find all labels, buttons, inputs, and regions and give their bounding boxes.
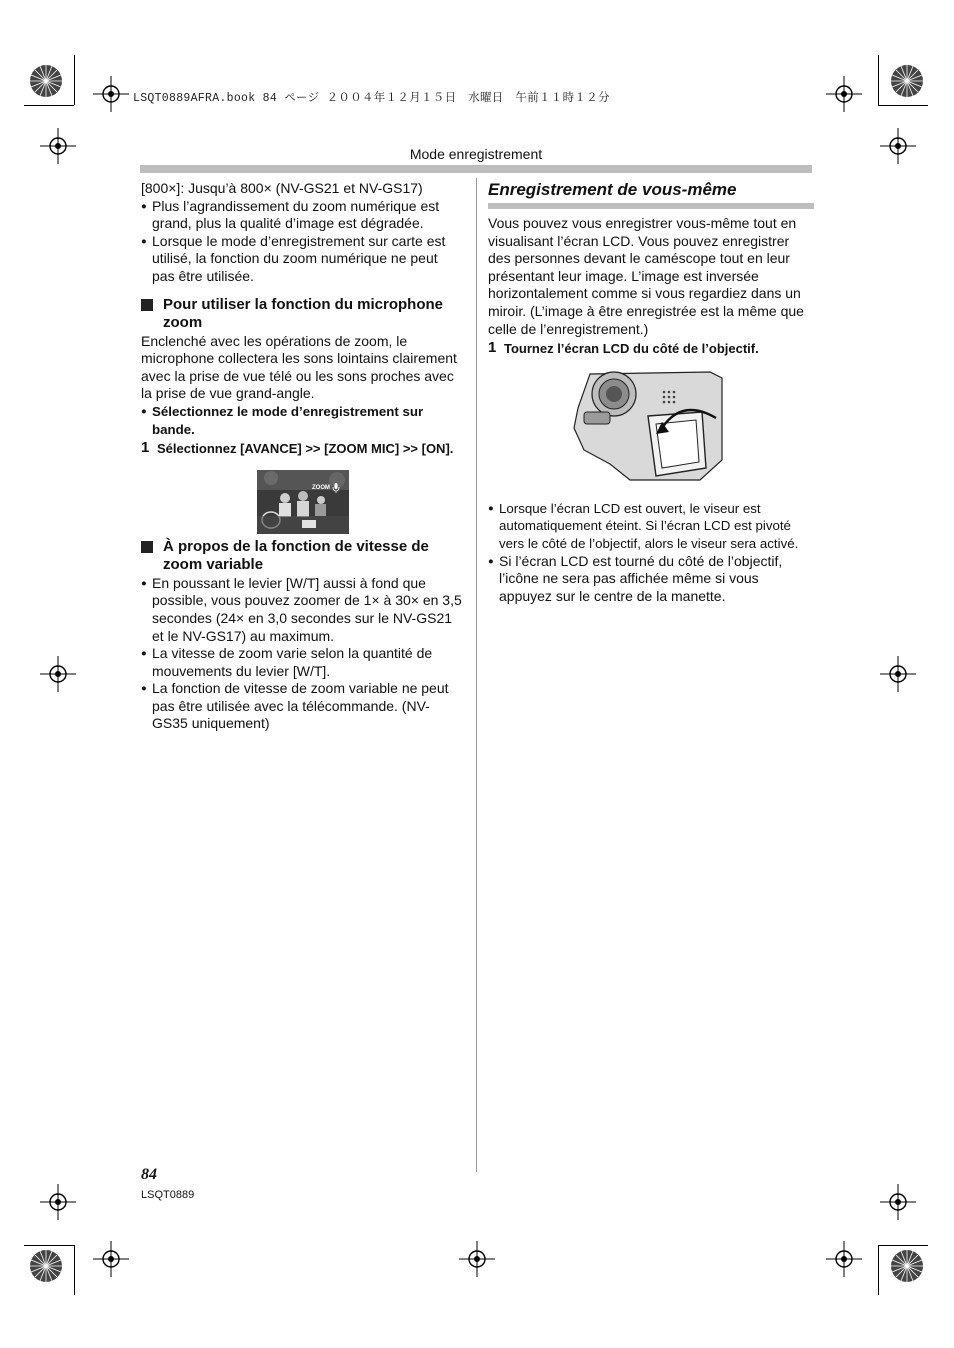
square-bullet-icon: [141, 541, 153, 553]
zoom-mic-photo: [257, 470, 349, 534]
registration-mark-icon: [40, 1184, 76, 1220]
color-rosette-icon: [890, 64, 924, 98]
step-number: 1: [488, 339, 497, 357]
print-info: LSQT0889AFRA.book 84 ページ ２００４年１２月１５日 水曜日 午前１１時１２分: [133, 92, 610, 105]
square-bullet-icon: [141, 299, 153, 311]
section-title: Enregistrement de vous-même: [488, 180, 737, 199]
mic-heading-text: Pour utiliser la fonction du microphone zoom: [163, 295, 444, 331]
mic-bullet: ● Sélectionnez le mode d’enregistrement sur bande.: [141, 403, 464, 438]
step-number: 1: [141, 439, 150, 457]
mic-paragraph: Enclenché avec les opérations de zoom, le microphone collectera les sons lointains clairement avec la prise de vue télé ou les sons proches avec la prise de vue grand-angle.: [141, 332, 457, 402]
color-rosette-icon: [29, 64, 63, 98]
color-rosette-icon: [890, 1249, 924, 1283]
left-column: [141, 180, 464, 733]
registration-mark-icon: [459, 1241, 495, 1277]
registration-mark-icon: [826, 1241, 862, 1277]
registration-mark-icon: [880, 656, 916, 692]
registration-mark-icon: [880, 128, 916, 164]
self-record-step-text: Tournez l’écran LCD du côté de l’objectif.: [504, 341, 759, 357]
zoom-bullet: ● Plus l’agrandissement du zoom numérique est grand, plus la qualité d’image est dégradée.: [141, 198, 464, 233]
document-code: LSQT0889: [141, 1189, 195, 1201]
self-record-step: [488, 340, 814, 358]
mic-step: [141, 440, 464, 458]
mic-step-text: Sélectionnez [AVANCE] >> [ZOOM MIC] >> [ON].: [157, 441, 454, 457]
camcorder-lcd-illustration: [570, 368, 726, 490]
intro-paragraph: Vous pouvez vous enregistrer vous-même tout en visualisant l’écran LCD. Vous pouvez enregistrer des personnes devant le caméscope tout en leur présentant leur image. L’image est inversée horizontalement comme si vous regardiez dans un miroir. (L’image à être enregistrée est la même que celle de l’enregistrement.): [488, 215, 804, 337]
zoom-bullet: ● Lorsque le mode d’enregistrement sur carte est utilisé, la fonction du zoom numérique ne peut pas être utilisée.: [141, 233, 464, 286]
lcd-bullet: ● Si l’écran LCD est tourné du côté de l’objectif, l’icône ne sera pas affichée même si vous appuyez sur le centre de la manette.: [488, 553, 814, 606]
mic-section-heading: [141, 296, 464, 332]
column-divider: [476, 178, 477, 1172]
right-column: [488, 180, 814, 605]
header-rule: [140, 165, 812, 173]
title-rule: [488, 203, 814, 209]
registration-mark-icon: [93, 76, 129, 112]
page-number: 84: [141, 1166, 157, 1183]
page-header: Mode enregistrement: [409, 146, 543, 162]
speed-section-heading: [141, 538, 464, 574]
speed-bullet: ● La vitesse de zoom varie selon la quantité de mouvements du levier [W/T].: [141, 645, 464, 680]
microphone-icon: [332, 483, 340, 493]
zoom-indicator: ZOOM: [312, 484, 330, 491]
speed-bullet: ● En poussant le levier [W/T] aussi à fond que possible, vous pouvez zoomer de 1× à 30× en 3,5 secondes (24× en 3,0 secondes sur le NV-GS21 et le NV-GS17) au maximum.: [141, 575, 464, 645]
family-photo-icon: [257, 470, 349, 534]
speed-bullet: ● La fonction de vitesse de zoom variable ne peut pas être utilisée avec la télécommande. (NV-GS35 uniquement): [141, 680, 464, 733]
speed-heading-text: À propos de la fonction de vitesse de zoom variable: [163, 537, 429, 573]
color-rosette-icon: [29, 1249, 63, 1283]
registration-mark-icon: [40, 128, 76, 164]
registration-mark-icon: [880, 1184, 916, 1220]
zoom-800-line: [800×]: Jusqu’à 800× (NV-GS21 et NV-GS17): [141, 180, 423, 196]
registration-mark-icon: [40, 656, 76, 692]
registration-mark-icon: [93, 1241, 129, 1277]
registration-mark-icon: [826, 76, 862, 112]
lcd-bullet: ● Lorsque l’écran LCD est ouvert, le viseur est automatiquement éteint. Si l’écran LCD est pivoté vers le côté de l’objectif, alors le viseur sera activé.: [488, 500, 814, 553]
